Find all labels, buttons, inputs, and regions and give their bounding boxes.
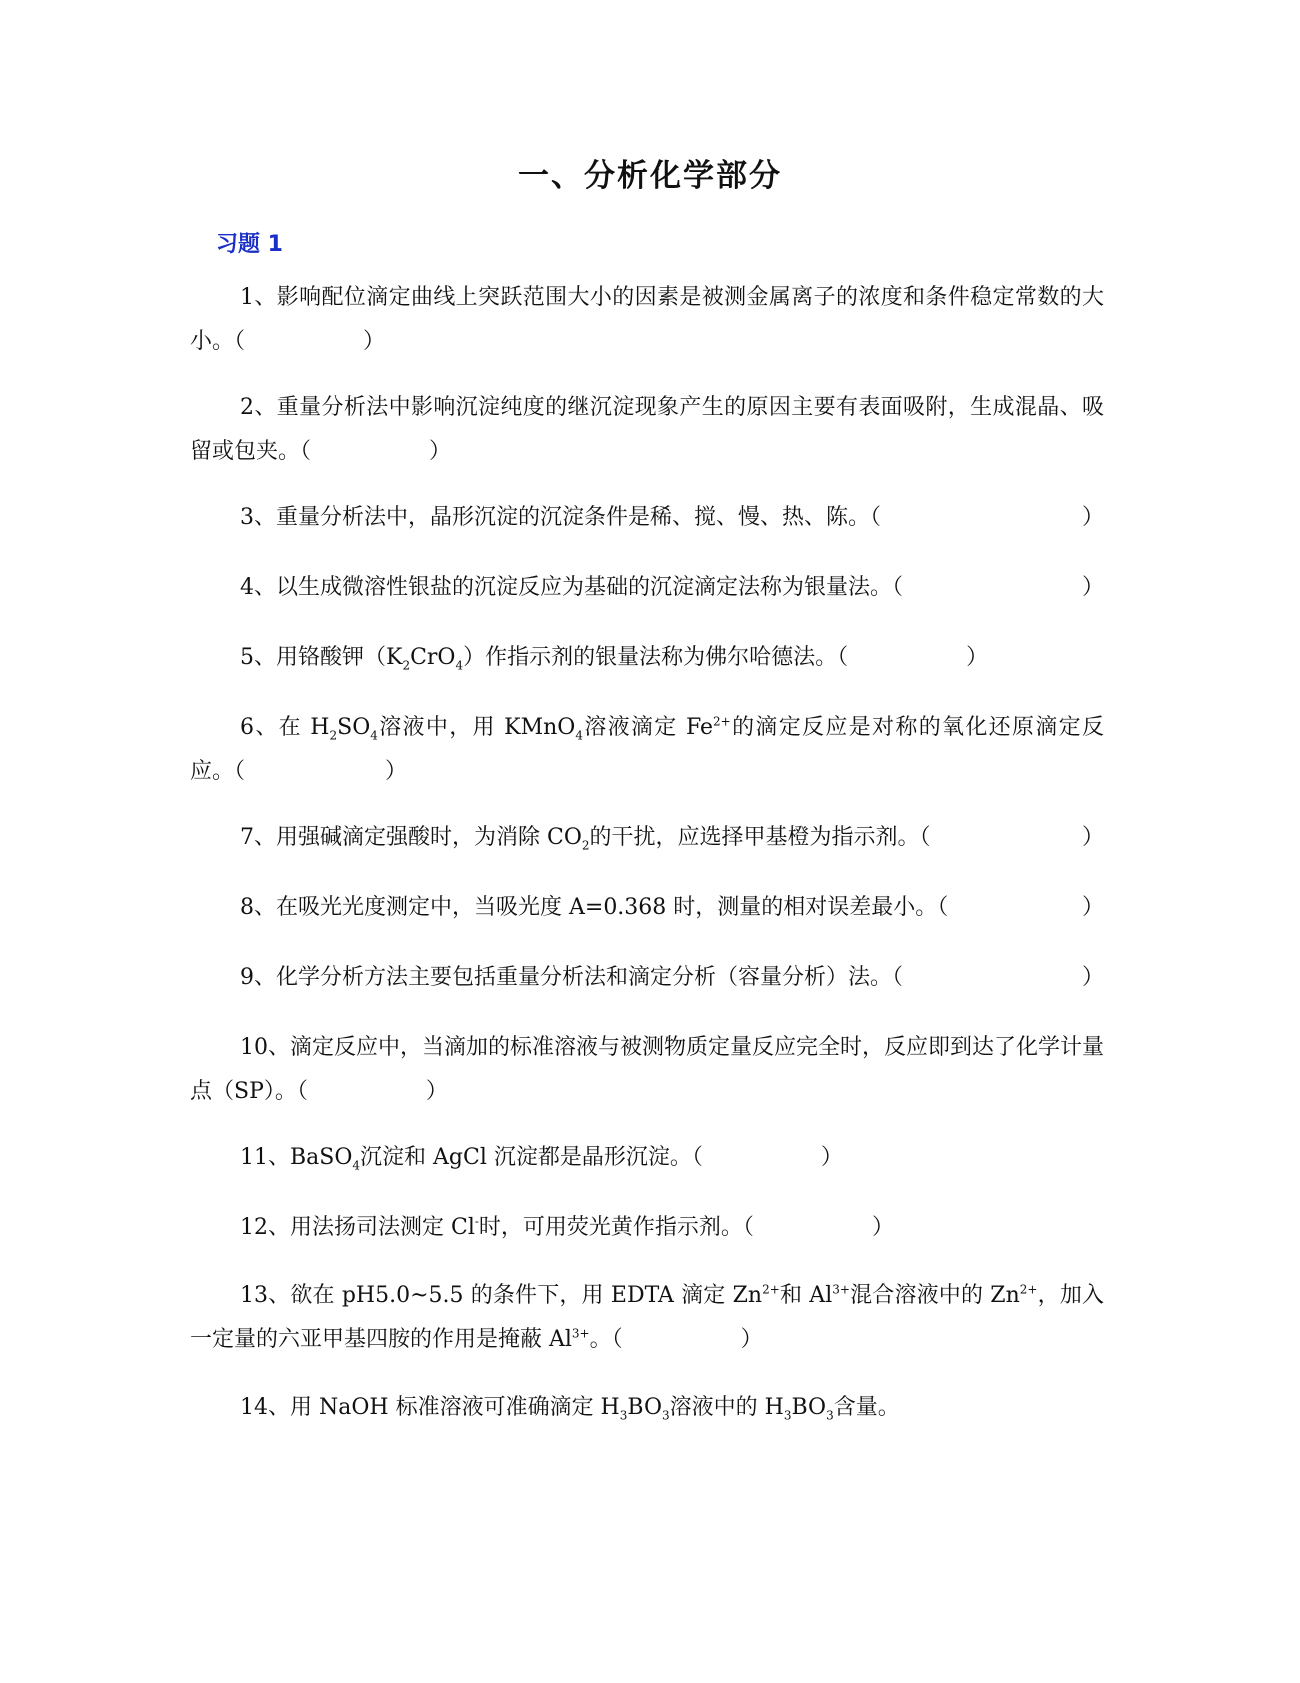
question-2: 2、重量分析法中影响沉淀纯度的继沉淀现象产生的原因主要有表面吸附，生成混晶、吸留或包夹。（ ） — [190, 395, 1104, 464]
question-13: 13、欲在 pH5.0~5.5 的条件下，用 EDTA 滴定 $Zn^{2+}$和 $Al^{3+}$混合溶液中的 $Zn^{2+}$，加入一定量的六亚甲基四胺的作用是掩蔽 $Al^{3+}$。（ ） — [190, 1282, 1104, 1352]
question-4: 4、以生成微溶性银盐的沉淀反应为基础的沉淀滴定法称为银量法。（ ） — [240, 575, 1104, 600]
question-5: 5、用铬酸钾$(K_2CrO_4)$作指示剂的银量法称为佛尔哈德法。（ ） — [240, 645, 989, 673]
question-10: 10、滴定反应中，当滴加的标准溶液与被测物质定量反应完全时，反应即到达了化学计量点（SP）。（ ） — [190, 1035, 1104, 1104]
question-3: 3、重量分析法中，晶形沉淀的沉淀条件是稀、搅、慢、热、陈。（ ） — [240, 505, 1104, 530]
question-14: 14、用 NaOH 标准溶液可准确滴定 $H_3BO_3$溶液中的 $H_3BO_3$含量。 — [240, 1395, 900, 1423]
question-1: 1、影响配位滴定曲线上突跃范围大小的因素是被测金属离子的浓度和条件稳定常数的大小。（ ） — [190, 285, 1104, 354]
question-6: 6、在 $H_2SO_4$溶液中，用 KMnO$_4$溶液滴定 $Fe^{2+}$的滴定反应是对称的氧化还原滴定反应。（ ） — [190, 714, 1104, 784]
question-12: 12、用法扬司法测定 Cl-时，可用荧光黄作指示剂。（ ） — [240, 1214, 894, 1240]
page-title: 一、分析化学部分 — [518, 158, 782, 194]
question-11: 11、BaSO$_4$沉淀和 AgCl 沉淀都是晶形沉淀。（ ） — [240, 1145, 843, 1173]
section-heading: 习题 1 — [216, 232, 283, 257]
question-9: 9、化学分析方法主要包括重量分析法和滴定分析（容量分析）法。（ ） — [240, 965, 1104, 990]
question-8: 8、在吸光光度测定中，当吸光度 A=0.368 时，测量的相对误差最小。（ ） — [240, 895, 1104, 920]
question-7: 7、用强碱滴定强酸时，为消除 $CO_2$的干扰，应选择甲基橙为指示剂。（ ） — [240, 825, 1104, 853]
